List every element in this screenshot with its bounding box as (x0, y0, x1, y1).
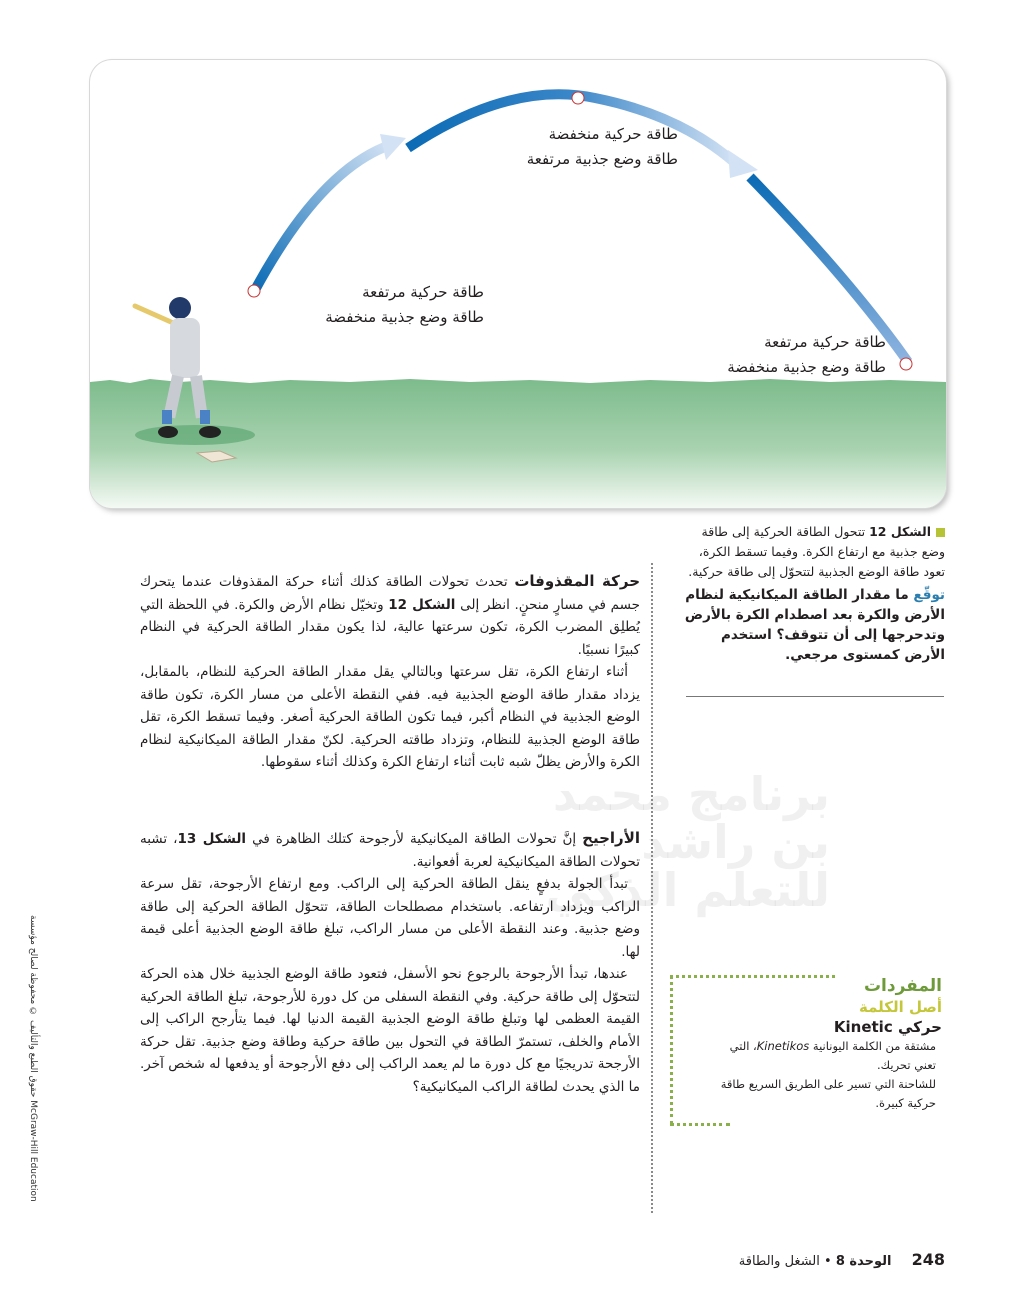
predict-keyword: توقّع (913, 587, 945, 603)
vocab-term-english: Kinetic (833, 1018, 893, 1036)
baseball-scene-illustration (90, 60, 946, 508)
vocab-greek-root: Kinetikos (756, 1039, 810, 1053)
page-footer (739, 1250, 945, 1269)
projectile-paragraph-2: أثناء ارتفاع الكرة، تقل سرعتها وبالتالي يقل مقدار الطاقة الحركية للنظام، بالمقابل، يزداد مقدار طاقة الوضع الجذبية فيه. ففي النقطة الأعلى من مسار الكرة، تكون طاقة الوضع الجذبية في النظام أكبر، فيما تكون الطاقة الحركية أصغر. وفيما تسقط الكرة، تقل طاقة الوضع الجذبية للنظام، وتزداد طاقته الحركية. لكنّ مقدار الطاقة الميكانيكية لنظام الكرة والأرض يظلّ شبه ثابت أثناء ارتفاع الكرة وكذلك أثناء سقوطها. (140, 664, 640, 770)
label-right-kinetic: طاقة حركية مرتفعة (764, 333, 886, 351)
label-left-launch (325, 280, 484, 330)
section-swings (140, 827, 640, 1098)
label-right-landing (727, 330, 886, 380)
projectile-p1-part-a: تحدث تحولات الطاقة كذلك أثناء حركة المقذوفات عندما يتحرك جسم في مسارٍ منحنٍ. انظر إلى (140, 574, 640, 613)
vocab-def-part-a: مشتقة من الكلمة اليونانية (812, 1039, 936, 1053)
label-left-potential: طاقة وضع جذبية منخفضة (325, 308, 484, 326)
label-top-kinetic: طاقة حركية منخفضة (548, 125, 678, 143)
vocab-definition (706, 1037, 936, 1075)
figure-13-reference: الشكل 13 (177, 831, 247, 847)
page-number: 248 (911, 1250, 945, 1269)
swings-paragraph-2: تبدأ الجولة بدفعٍ ينقل الطاقة الحركية إلى الراكب. ومع ارتفاع الأرجوحة، تقل سرعة الراكب ويزداد ارتفاعه. باستخدام مصطلحات الطاقة، تتحوّل الطاقة الحركية إلى طاقة وضع جذبية. وعند النقطة الأعلى من مسار الراكب، تبلغ طاقة الوضع الجذبية أعلى قيمة لها. (140, 876, 640, 960)
vocab-term (677, 1017, 942, 1037)
swings-paragraph-3: عندها، تبدأ الأرجوحة بالرجوع نحو الأسفل، فتعود طاقة الوضع الجذبية خلال هذه الحركة لتتحوّل إلى طاقة حركية. وفي النقطة السفلى من كل دورة للأرجوحة، تبلغ الطاقة الحركية القيمة العظمى لها وتبلغ طاقة الوضع الجذبية القيمة الدنيا لها. فيما يتأرجح الراكب إلى الأمام والخلف، تستمرّ الطاقة في التحول بين طاقة حركية وطاقة وضع جذبية. تقل حركة الأرجحة تدريجيًا مع كل دورة ما لم يعمد الراكب إلى دفع الأرجوحة أو يدفعها له شخص آخر. ما الذي يحدث لطاقة الراكب الميكانيكية؟ (140, 966, 640, 1095)
unit-title: الشغل والطاقة (738, 1254, 820, 1269)
predict-question (683, 585, 945, 665)
predict-text: ما مقدار الطاقة الميكانيكية لنظام الأرض والكرة بعد اصطدام الكرة بالأرض وتدحرجها إلى أن تتوقف؟ استخدم الأرض كمستوى مرجعي. (684, 587, 945, 663)
copyright-credit: حقوق الطبع والتأليف © محفوظة لصالح مؤسسة McGraw-Hill Education (28, 915, 38, 1202)
vocab-example: للشاحنة التي تسير على الطريق السريع طاقة حركية كبيرة. (720, 1077, 936, 1110)
watermark-line-1: برنامج محمد بن راشد (552, 767, 830, 869)
watermark-line-2: للتعلم الذكي (545, 863, 830, 917)
section-projectile-motion (140, 570, 640, 774)
swings-paragraph-1 (140, 827, 640, 873)
swings-p1-part-b: ، تشبه تحولات الطاقة الميكانيكية لعربة أفعوانية. (140, 831, 640, 870)
vocab-word-origin-label: أصل الكلمة (858, 998, 942, 1016)
vocab-title: المفردات (863, 976, 942, 996)
swings-heading: الأراجيح (582, 829, 641, 847)
label-top-potential: طاقة وضع جذبية مرتفعة (526, 150, 678, 168)
label-top-apex (527, 122, 678, 172)
projectile-paragraph-1 (140, 570, 640, 661)
column-separator (651, 563, 653, 1213)
vocab-term-arabic: حركي (897, 1018, 942, 1036)
swings-p1-part-a: إنَّ تحولات الطاقة الميكانيكية لأرجوحة كتلك الظاهرة في (252, 831, 577, 847)
projectile-heading: حركة المقذوفات (514, 572, 640, 590)
caption-text (683, 522, 945, 582)
label-left-kinetic: طاقة حركية مرتفعة (362, 283, 484, 301)
bullet-separator: • (824, 1254, 832, 1269)
vocabulary-box (670, 975, 950, 1125)
caption-figure-label: الشكل 12 (869, 524, 931, 539)
vocab-border-bottom (670, 1123, 730, 1126)
vocab-def-part-b: ، التي تعني تحريك. (729, 1039, 936, 1072)
projectile-p1-part-b: وتخيّل نظام الأرض والكرة. في اللحظة التي يُطلِق المضرب الكرة، تكون سرعتها عالية، لذا يكون مقدار الطاقة الحركية في النظام كبيرًا نسبيًا. (140, 596, 640, 658)
unit-label: الوحدة 8 (835, 1254, 892, 1269)
figure-caption (683, 522, 945, 665)
figure-12-baseball-trajectory (90, 60, 946, 508)
square-bullet-icon (936, 528, 945, 537)
vocab-border-left (670, 975, 673, 1125)
figure-12-reference: الشكل 12 (388, 596, 456, 613)
vocab-content (677, 975, 942, 1113)
label-right-potential: طاقة وضع جذبية منخفضة (727, 358, 886, 376)
caption-divider (686, 696, 944, 697)
caption-body: تتحول الطاقة الحركية إلى طاقة وضع جذبية مع ارتفاع الكرة. وفيما تسقط الكرة، تعود طاقة الوضع الجذبية لتتحوّل إلى طاقة حركية. (688, 524, 945, 579)
